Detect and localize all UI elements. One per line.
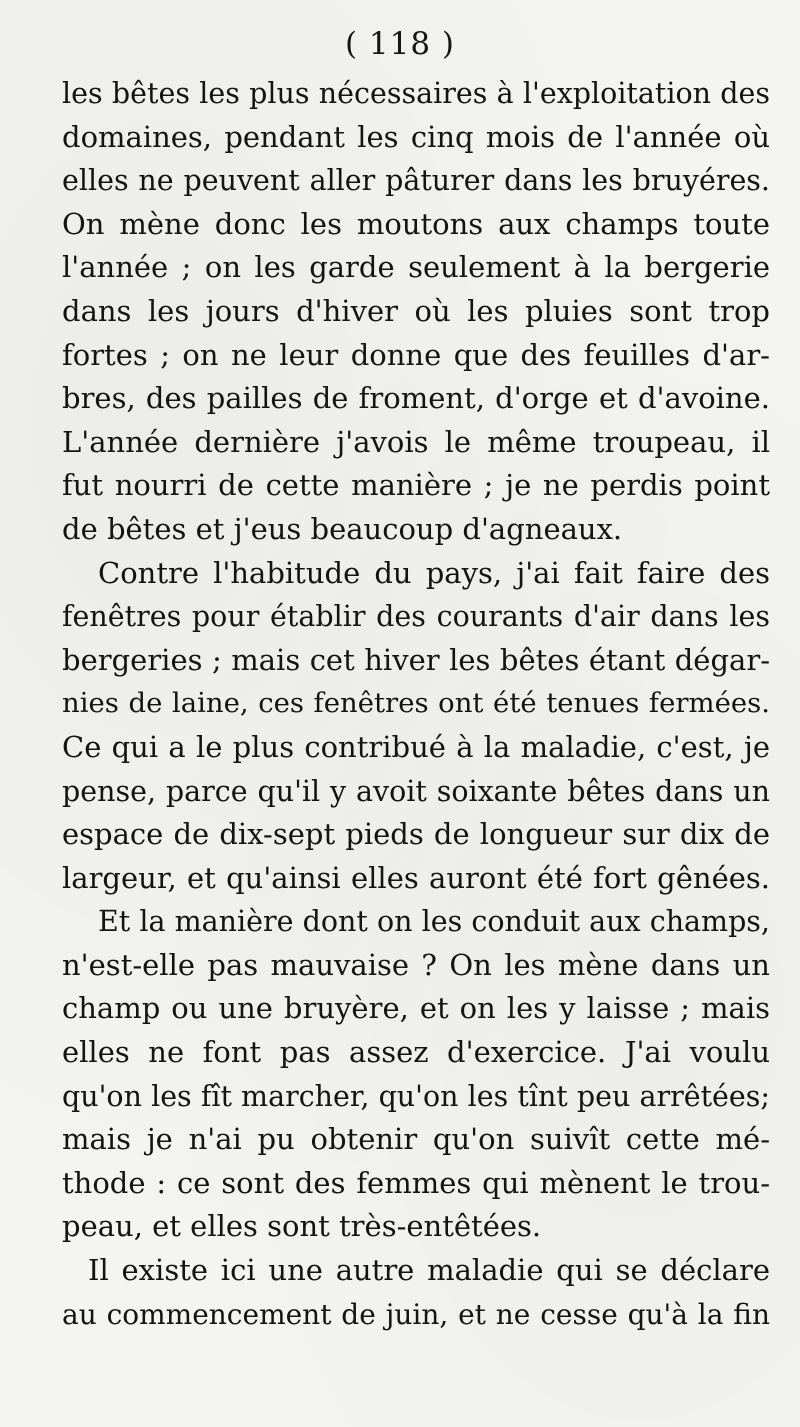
text-line: domaines, pendant les cinq mois de l'année où: [62, 119, 770, 154]
body-text: [62, 72, 770, 1336]
text-line: fenêtres pour établir des courants d'air dans les: [62, 600, 770, 634]
text-line: fut nourri de cette manière ; je ne perdis point: [62, 468, 770, 503]
text-line: elles ne peuvent aller pâturer dans les bruyéres.: [62, 164, 770, 198]
text-line: bergeries ; mais cet hiver les bêtes étant dégar-: [62, 642, 770, 677]
text-line: Ce qui a le plus contribué à la maladie, c'est, je: [62, 729, 770, 764]
text-line: dans les jours d'hiver où les pluies sont trop: [62, 293, 770, 328]
text-line: Contre l'habitude du pays, j'ai fait faire des: [98, 555, 770, 590]
text-line: elles ne font pas assez d'exercice. J'ai voulu: [62, 1035, 770, 1070]
text-line: Il existe ici une autre maladie qui se déclare: [88, 1253, 770, 1288]
text-line: de bêtes et j'eus beaucoup d'agneaux.: [62, 511, 623, 546]
text-line: les bêtes les plus nécessaires à l'exploitation des: [62, 77, 770, 110]
text-line: Et la manière dont on les conduit aux champs,: [98, 905, 770, 939]
text-line: qu'on les fît marcher, qu'on les tînt peu arrêtées;: [62, 1079, 770, 1113]
text-line: mais je n'ai pu obtenir qu'on suivît cette mé-: [62, 1122, 770, 1157]
text-line: au commencement de juin, et ne cesse qu'à la fin: [62, 1297, 770, 1331]
text-line: espace de dix-sept pieds de longueur sur dix de: [62, 817, 770, 852]
text-line: largeur, et qu'ainsi elles auront été fort gênées.: [62, 860, 770, 895]
text-line: bres, des pailles de froment, d'orge et d'avoine.: [62, 381, 770, 416]
text-line: fortes ; on ne leur donne que des feuilles d'ar-: [62, 337, 770, 372]
text-line: On mène donc les moutons aux champs toute: [62, 206, 770, 241]
text-line: n'est-elle pas mauvaise ? On les mène dans un: [62, 947, 770, 982]
page-number: ( 118 ): [344, 26, 456, 62]
text-line: champ ou une bruyère, et on les y laisse ; mais: [62, 991, 770, 1026]
text-line: L'année dernière j'avois le même troupeau, il: [62, 424, 770, 459]
text-line: nies de laine, ces fenêtres ont été tenues fermées.: [62, 687, 770, 720]
text-line: peau, et elles sont très-entêtées.: [62, 1209, 542, 1244]
text-line: l'année ; on les garde seulement à la bergerie: [62, 250, 770, 285]
text-line: thode : ce sont des femmes qui mènent le trou-: [62, 1165, 770, 1200]
text-line: pense, parce qu'il y avoit soixante bêtes dans un: [62, 774, 770, 808]
